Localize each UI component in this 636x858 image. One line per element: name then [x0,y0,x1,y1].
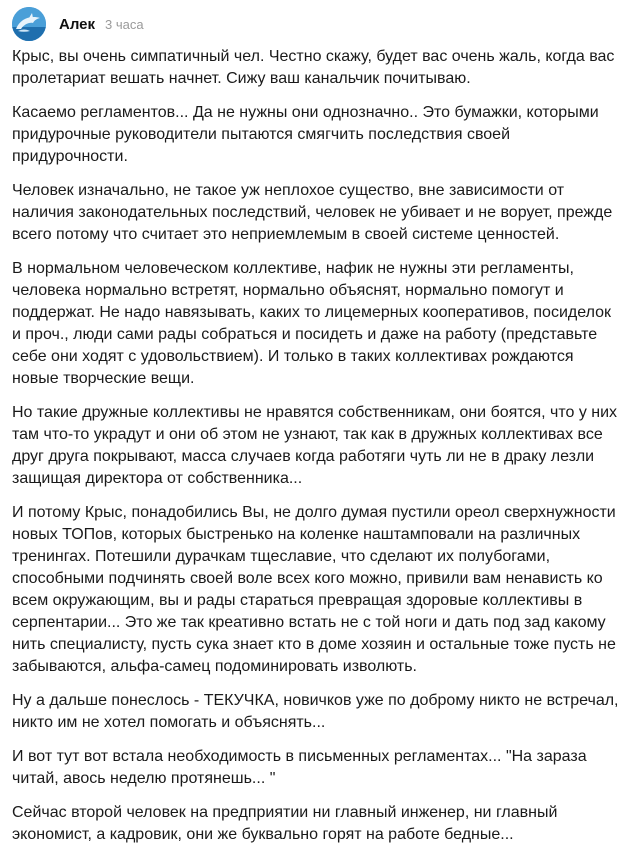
comment-paragraph: И потому Крыс, понадобились Вы, не долго думая пустили ореол сверхнужности новых ТОПов, которых быстренько на коленке наштамповали на различных тренингах. Потешили дурачкам тщеславие, что сделают их полубогами, способными подчинять своей воле всех кого можно, привили вам ненависть ко всем окружающим, вы и рады стараться превращая здоровые коллективы в серпентарии... Это же так креативно встать не с той ноги и дать под зад какому нить специалисту, пусть сука знает кто в доме хозяин и остальные тоже пусть не забываются, альфа-самец подоминировать изволють. [12,504,616,675]
comment-paragraph: И вот тут вот встала необходимость в письменных регламентах... "На зараза читай, авось неделю протянешь... " [12,748,587,787]
comment-paragraph: Ну а дальше понеслось - ТЕКУЧКА, новичков уже по доброму никто не встречал, никто им не хотел помогать и объяснять... [12,692,619,731]
comment-paragraph: Но такие дружные коллективы не нравятся собственникам, они боятся, что у них там что-то украдут и они об этом не узнают, так как в дружных коллективах все друг друга покрывают, масса случаев когда работяги чуть ли не в драку лезли защищая директора от собственника... [12,404,618,487]
comment-paragraph: Касаемо регламентов... Да не нужны они однозначно.. Это бумажки, которыми придурочные руководители пытаются смягчить последствия своей придурочности. [12,104,599,165]
comment-time: 3 часа [105,16,144,32]
comment-paragraph: В нормальном человеческом коллективе, нафик не нужны эти регламенты, человека нормально встретят, нормально объяснят, нормально помогут и поддержат. Не надо навязывать, каких то лицемерных кооперативов, посиделок и проч., люди сами рады собраться и посидеть и даже на работу (представьте себе они ходят с удовольствием). И только в таких коллективах рождаются новые творческие вещи. [12,260,611,387]
comment-header [12,6,144,42]
comment-paragraph: Сейчас второй человек на предприятии ни главный инженер, ни главный экономист, а кадровик, они же буквально горят на работе бедные... [12,804,558,843]
avatar[interactable] [12,7,46,41]
author-name[interactable]: Алек [59,15,96,33]
comment-paragraph: Человек изначально, не такое уж неплохое существо, вне зависимости от наличия законодательных последствий, человек не убивает и не ворует, прежде всего потому что считает это неприемлемым в своей системе ценностей. [12,182,613,243]
comment-paragraph: Крыс, вы очень симпатичный чел. Честно скажу, будет вас очень жаль, когда вас пролетариат вешать начнет. Сижу ваш канальчик почитываю. [12,48,615,87]
dolphin-avatar-icon [12,7,46,41]
comment-body [12,46,620,858]
